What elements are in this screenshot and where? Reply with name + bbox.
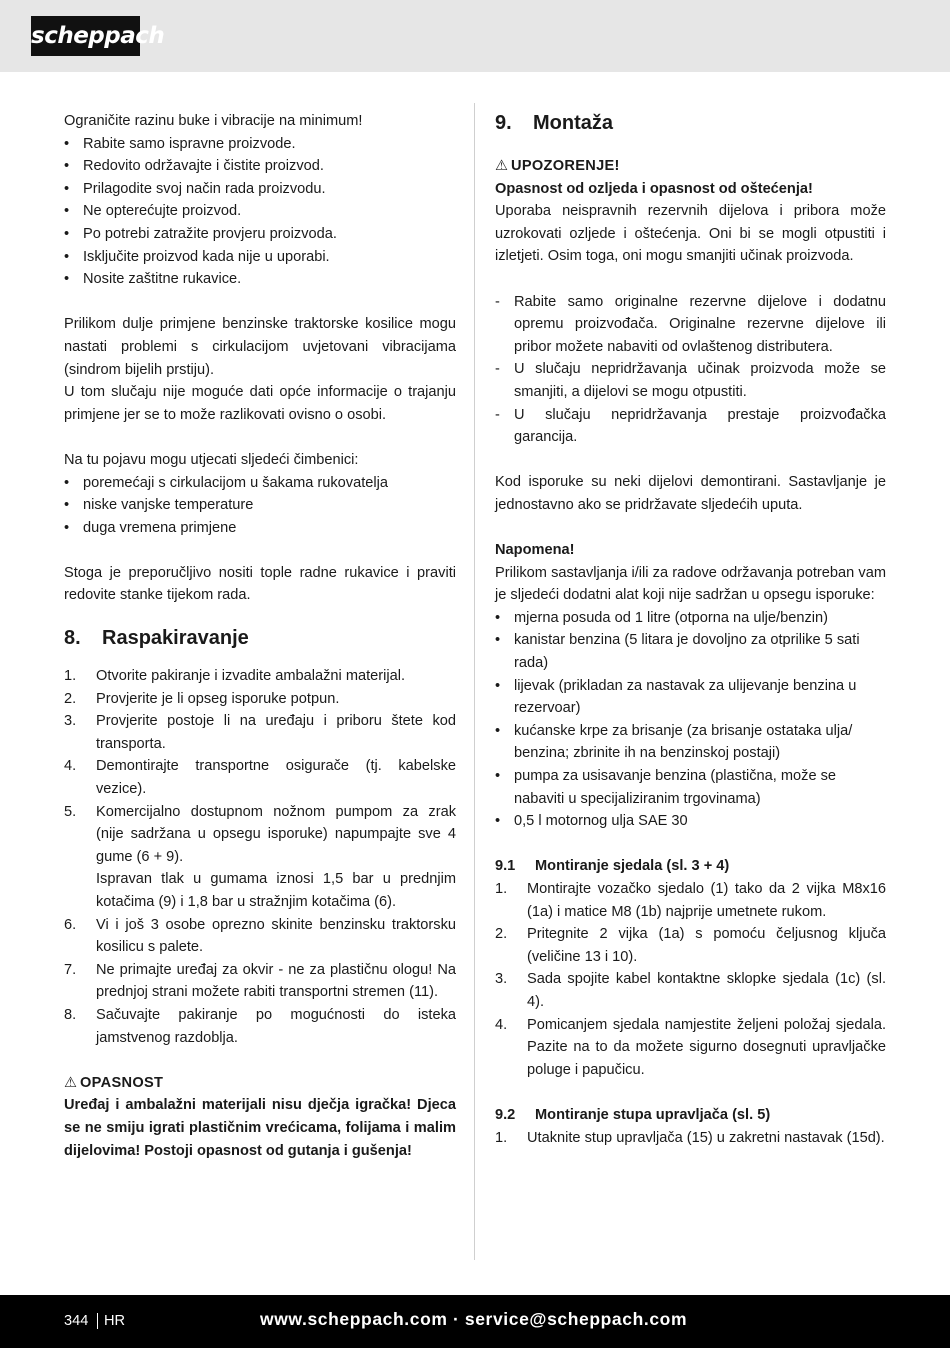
note-text: Prilikom sastavljanja i/ili za radove održavanja potreban vam je sljedeći dodatni alat koji nije sadržan u opsegu isporuke: [495,564,886,604]
language-code: HR [104,1313,126,1329]
page-header [0,0,950,72]
danger-label [64,1072,456,1095]
step-number: 8. [64,1006,77,1023]
step-text: Pritegnite 2 vijka (1a) s pomoću čeljusnog ključa (veličine 13 i 10). [527,926,886,965]
duration-paragraph: U tom slučaju nije moguće dati opće informacije o trajanju primjene jer se to može razlikovati ovisno o osobi. [64,384,456,423]
list-item [64,665,456,688]
step-number: 5. [64,803,77,820]
section-title: Montiranje stupa upravljača (sl. 5) [535,1106,771,1123]
left-column [64,110,456,1162]
warning-heading: Opasnost od ozljeda i opasnost od oštećenja! [495,180,813,197]
list-item: • Rabite samo ispravne proizvode. [64,133,456,156]
list-item: • Nosite zaštitne rukavice. [64,268,456,291]
warning-label-text: UPOZORENJE! [511,158,620,174]
step-text: Montirajte vozačko sjedalo (1) tako da 2 vijka M8x16 (1a) i matice M8 (1b) najprije umetnete rukom. [527,881,886,920]
list-item [495,923,886,968]
step-extra-text: Ispravan tlak u gumama iznosi 1,5 bar u prednjim kotačima (9) i 1,8 bar u stražnjim kotačima (6). [96,871,456,910]
section-number: 9.1 [495,858,516,875]
list-item [64,1004,456,1049]
warning-triangle-icon: ⚠ [495,158,509,174]
step-text: Utaknite stup upravljača (15) u zakretni nastavak (15d). [527,1129,885,1146]
section-title: Montaža [533,112,613,134]
list-item: - Rabite samo originalne rezervne dijelove i dodatnu opremu proizvođača. Originalne rezervne dijelove ili pribor možete nabaviti od ovlaštenog distributera. [495,293,886,355]
list-item: • Po potrebi zatražite provjeru proizvoda. [64,223,456,246]
step-number: 2. [495,926,508,943]
list-item: • Redovito održavajte i čistite proizvod. [64,155,456,178]
list-item [64,688,456,711]
list-item: • Isključite proizvod kada nije u uporabi. [64,246,456,269]
section-8-heading [64,625,456,651]
step-text: Ne primajte uređaj za okvir - ne za plastičnu ologu! Na prednjoj strani možete rabiti transportni stremen (11). [96,961,456,1001]
list-item-text: U slučaju nepridržavanja prestaje proizvođačka garancija. [514,406,886,446]
section-9-2-heading [495,1104,886,1127]
step-text: Provjerite je li opseg isporuke potpun. [96,690,340,707]
intro-list [64,133,456,291]
steering-steps [495,1127,886,1150]
section-title: Raspakiravanje [102,627,249,650]
list-item: • mjerna posuda od 1 litre (otporna na ulje/benzin) [495,607,886,630]
warning-triangle-icon: ⚠ [64,1074,78,1091]
list-item [64,755,456,800]
step-number: 4. [64,758,77,775]
list-item-text: U slučaju nepridržavanja učinak proizvoda može se smanjiti, a dijelovi se mogu otpustiti. [514,361,886,400]
vibration-paragraph: Prilikom dulje primjene benzinske traktorske kosilice mogu nastati problemi s cirkulacijom uvjetovani vibracijama (sindrom bijelih prstiju). [64,316,456,378]
gloves-paragraph: Stoga je preporučljivo nositi tople radne rukavice i praviti redovite stanke tijekom rada. [64,564,456,604]
section-number: 9. [495,112,512,134]
website-contact: www.scheppach.com · service@scheppach.com [260,1309,688,1329]
list-item [495,1014,886,1082]
section-number: 9.2 [495,1106,516,1123]
list-item [64,959,456,1004]
list-item: • Prilagodite svoj način rada proizvodu. [64,178,456,201]
tools-list [495,607,886,833]
step-text: Sačuvajte pakiranje po mogućnosti do isteka jamstvenog razdoblja. [96,1006,456,1046]
page-footer [0,1295,950,1348]
step-number: 6. [64,916,77,933]
step-number: 1. [495,1129,508,1146]
unpacking-steps [64,665,456,1049]
list-item: • 0,5 l motornog ulja SAE 30 [495,810,886,833]
step-text: Sada spojite kabel kontaktne sklopke sjedala (1c) (sl. 4). [527,971,886,1010]
step-text: Demontirajte transportne osigurače (tj. kabelske vezice). [96,758,456,798]
list-item: • poremećaji s cirkulacijom u šakama rukovatelja [64,472,456,495]
list-item: - U slučaju nepridržavanja učinak proizvoda može se smanjiti, a dijelovi se mogu otpustiti. [495,361,886,400]
list-item: • duga vremena primjene [64,517,456,540]
brand-logo: scheppach [31,16,140,56]
step-number: 2. [64,690,77,707]
list-item: • lijevak (prikladan za nastavak za ulijevanje benzina u rezervoar) [495,675,886,720]
intro-text: Ograničite razinu buke i vibracije na minimum! [64,113,363,129]
step-text: Otvorite pakiranje i izvadite ambalažni materijal. [96,668,406,685]
step-text: Pomicanjem sjedala namjestite željeni položaj sjedala. Pazite na to da možete sigurno dosegnuti upravljačke poluge i papučicu. [527,1016,886,1078]
page-number: 344 [64,1313,89,1329]
list-item [495,1127,886,1150]
list-item: • pumpa za usisavanje benzina (plastična, može se nabaviti u specijaliziranim trgovinama) [495,765,886,810]
list-item [495,968,886,1013]
step-number: 7. [64,961,77,978]
right-column [495,110,886,1149]
step-number: 4. [495,1016,508,1033]
section-number: 8. [64,627,81,650]
column-divider [474,103,475,1260]
list-item [495,878,886,923]
list-item: • niske vanjske temperature [64,494,456,517]
step-text: Komercijalno dostupnom nožnom pumpom za zrak (nije sadržana u opsegu isporuke) napumpajte sve 4 gume (6 + 9). [96,803,456,865]
step-number: 3. [64,713,77,730]
warning-text: Uporaba neispravnih rezervnih dijelova i pribora može uzrokovati ozljede i oštećenja. Oni bi se mogli otpustiti i izletjeti. Osim toga, oni mogu smanjiti učinak proizvoda. [495,203,886,265]
note-heading: Napomena! [495,542,575,559]
step-number: 1. [495,881,508,897]
section-9-1-heading [495,855,886,878]
list-item-text: Rabite samo originalne rezervne dijelove i dodatnu opremu proizvođača. Originalne rezervne dijelove ili pribor možete nabaviti od ovlaštenog distributera. [514,293,886,355]
section-9-heading [495,110,886,136]
warning-label [495,155,886,178]
list-item: • kanistar benzina (5 litara je dovoljno za otprilike 5 sati rada) [495,629,886,674]
list-item: • kućanske krpe za brisanje (za brisanje ostataka ulja/ benzina; zbrinite ih na benzinskoj postaji) [495,720,886,765]
list-item [64,914,456,959]
footer-separator [97,1313,98,1329]
section-title: Montiranje sjedala (sl. 3 + 4) [535,858,730,875]
list-item: • Ne opterećujte proizvod. [64,200,456,223]
factors-intro: Na tu pojavu mogu utjecati sljedeći čimbenici: [64,451,359,468]
danger-label-text: OPASNOST [80,1074,164,1091]
list-item [64,801,456,914]
danger-text: Uređaj i ambalažni materijali nisu dječja igračka! Djeca se ne smiju igrati plastičnim vrećicama, folijama i malim dijelovima! Postoji opasnost od gutanja i gušenja! [64,1097,456,1159]
step-text: Vi i još 3 osobe oprezno skinite benzinsku traktorsku kosilicu s palete. [96,916,456,956]
list-item [64,710,456,755]
dash-list [495,291,886,449]
delivery-note: Kod isporuke su neki dijelovi demontirani. Sastavljanje je jednostavno ako se pridržavate sljedećih uputa. [495,474,886,513]
step-number: 1. [64,668,77,685]
seat-steps [495,878,886,1081]
list-item: - U slučaju nepridržavanja prestaje proizvođačka garancija. [495,406,886,446]
step-text: Provjerite postoje li na uređaju i priboru štete kod transporta. [96,713,456,752]
step-number: 3. [495,971,508,988]
factors-list [64,472,456,540]
